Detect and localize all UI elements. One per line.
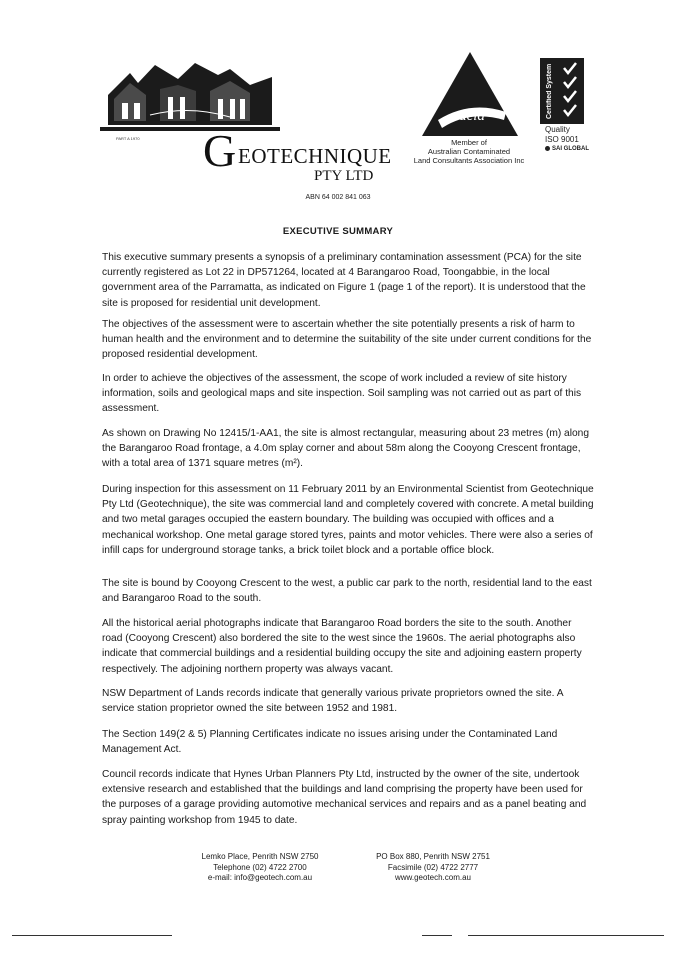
document-title: EXECUTIVE SUMMARY xyxy=(282,226,394,237)
footer-telephone: Telephone (02) 4722 2700 xyxy=(213,862,307,872)
footer-divider xyxy=(422,935,452,936)
association-caption-line: Member of xyxy=(451,138,487,147)
paragraph-council-records: Council records indicate that Hynes Urban Planners Pty Ltd, instructed by the owner of the site, undertook extensive research and established that the buildings and land comprising the property have been used for the purposes of a garage providing automotive mechanical services and repairs and as a panel beating and spray painting workshop from 1945 to date. xyxy=(102,769,587,826)
footer-postal xyxy=(358,852,508,884)
paragraph-lands-records: NSW Department of Lands records indicate that generally various private proprietors owned the site. A service station proprietor owned the site between 1952 and 1981. xyxy=(102,688,563,715)
paragraph-planning-certificates: The Section 149(2 & 5) Planning Certificates indicate no issues arising under the Contaminated Land Management Act. xyxy=(102,729,558,756)
association-caption-line: Land Consultants Association Inc xyxy=(413,156,525,165)
company-logo-graphic xyxy=(100,55,280,145)
footer-street: Lemko Place, Penrith NSW 2750 xyxy=(201,852,319,861)
footer-website: www.geotech.com.au xyxy=(394,873,472,882)
footer-divider xyxy=(468,935,664,936)
paragraph-scope: In order to achieve the objectives of the assessment, the scope of work included a review of site history information, soils and geological maps and site inspection. Soil sampling was not carried out as part of this assessment. xyxy=(102,373,582,415)
certified-system-label: Certified System xyxy=(546,63,553,119)
company-suffix: PTY LTD xyxy=(314,168,374,184)
company-initial: G xyxy=(203,125,237,176)
certification-standard: ISO 9001 xyxy=(545,135,579,144)
certifier-label: SAI GLOBAL xyxy=(552,146,589,153)
certifier-name xyxy=(545,146,589,152)
paragraph-inspection: During inspection for this assessment on 11 February 2011 by an Environmental Scientist from Geotechnique Pty Ltd (Geotechnique), the site was commercial land and completely covered with concrete. A metal building and two metal garages occupied the eastern boundary. The building was occupied with offices and a mechanical workshop. One metal garage stored tyres, paints and motor vehicles. There were also a series of infill caps for underground storage tanks, a brick toilet block and a portable office block. xyxy=(102,484,594,556)
footer-address xyxy=(195,852,325,884)
association-caption-line: Australian Contaminated xyxy=(427,147,511,156)
paragraph-aerial-photos: All the historical aerial photographs indicate that Barangaroo Road borders the site to the south. Another road (Cooyong Crescent) also bordered the site to the west since the 1960s. The aerial photographs also indicate that commercial buildings and a residential building occupy the site and adjoining eastern property respectively. The adjoining northern property was always vacant. xyxy=(102,618,582,675)
paragraph-objectives: The objectives of the assessment were to ascertain whether the site potentially presents a risk of harm to human health and the environment and to determine the suitability of the site under current conditions for the proposed residential development. xyxy=(102,319,592,361)
certification-quality: Quality xyxy=(545,125,570,134)
association-caption xyxy=(404,138,534,165)
footer-facsimile: Facsimile (02) 4722 2777 xyxy=(387,862,479,872)
paragraph-synopsis: This executive summary presents a synopsis of a preliminary contamination assessment (PCA) for the site currently registered as Lot 22 in DP571264, located at 4 Barangaroo Road, Toongabbie, in the local government area of the Parramatta, as indicated on Figure 1 (page 1 of the report). It is understood that the site is proposed for residential unit development. xyxy=(102,252,586,309)
footer-po-box: PO Box 880, Penrith NSW 2751 xyxy=(376,852,490,861)
footer-divider xyxy=(12,935,172,936)
globe-icon xyxy=(545,146,550,151)
paragraph-boundaries: The site is bound by Cooyong Crescent to the west, a public car park to the north, residential land to the east and Barangaroo Road to the south. xyxy=(102,578,592,605)
company-name: EOTECHNIQUE xyxy=(238,144,392,168)
acla-logo xyxy=(420,50,520,138)
paragraph-site-dimensions: As shown on Drawing No 12415/1-AA1, the site is almost rectangular, measuring about 23 metres (m) along the Barangaroo Road frontage, a 4.0m splay corner and about 58m along the Cooyong Crescent frontage, with a total area of 1371 square metres (m²). xyxy=(102,428,589,470)
acla-logo-text: acla xyxy=(459,108,485,124)
logo-mark-text: PART A 1970 xyxy=(116,136,140,141)
footer-email: e-mail: info@geotech.com.au xyxy=(207,873,313,882)
abn-number: ABN 64 002 841 063 xyxy=(305,194,371,201)
